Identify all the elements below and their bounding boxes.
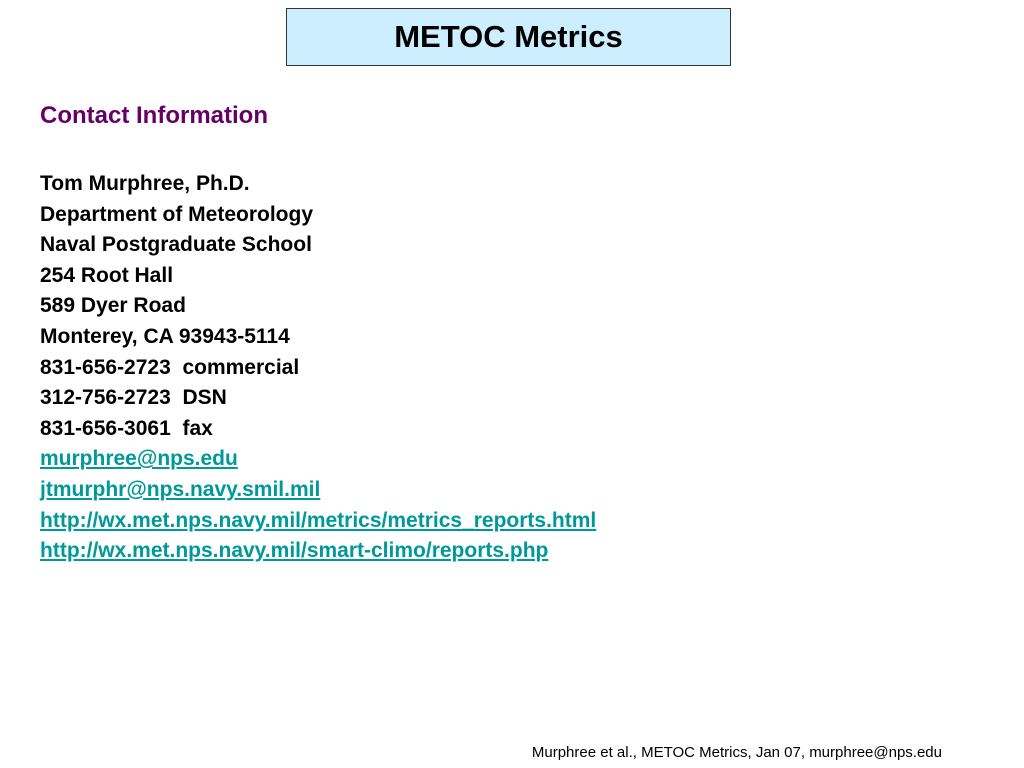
contact-block xyxy=(40,169,596,567)
metrics-reports-link[interactable]: http://wx.met.nps.navy.mil/metrics/metrics_reports.html xyxy=(40,508,597,532)
contact-school: Naval Postgraduate School xyxy=(40,233,312,257)
contact-room: 254 Root Hall xyxy=(40,263,174,287)
title-box xyxy=(286,8,731,66)
contact-phone-dsn: 312-756-2723 DSN xyxy=(40,386,227,410)
contact-phone-commercial: 831-656-2723 commercial xyxy=(40,355,300,379)
contact-name: Tom Murphree, Ph.D. xyxy=(40,172,250,195)
section-heading: Contact Information xyxy=(40,102,268,129)
smart-climo-reports-link[interactable]: http://wx.met.nps.navy.mil/smart-climo/reports.php xyxy=(40,539,549,563)
contact-street: 589 Dyer Road xyxy=(40,294,186,318)
contact-department: Department of Meteorology xyxy=(40,202,314,226)
email-link-smil[interactable]: jtmurphr@nps.navy.smil.mil xyxy=(40,477,321,501)
slide-title: METOC Metrics xyxy=(394,19,623,54)
contact-fax: 831-656-3061 fax xyxy=(40,416,213,440)
slide-footer: Murphree et al., METOC Metrics, Jan 07, murphree@nps.edu xyxy=(531,744,942,761)
contact-city: Monterey, CA 93943-5114 xyxy=(40,324,290,348)
email-link-nps[interactable]: murphree@nps.edu xyxy=(40,447,238,471)
